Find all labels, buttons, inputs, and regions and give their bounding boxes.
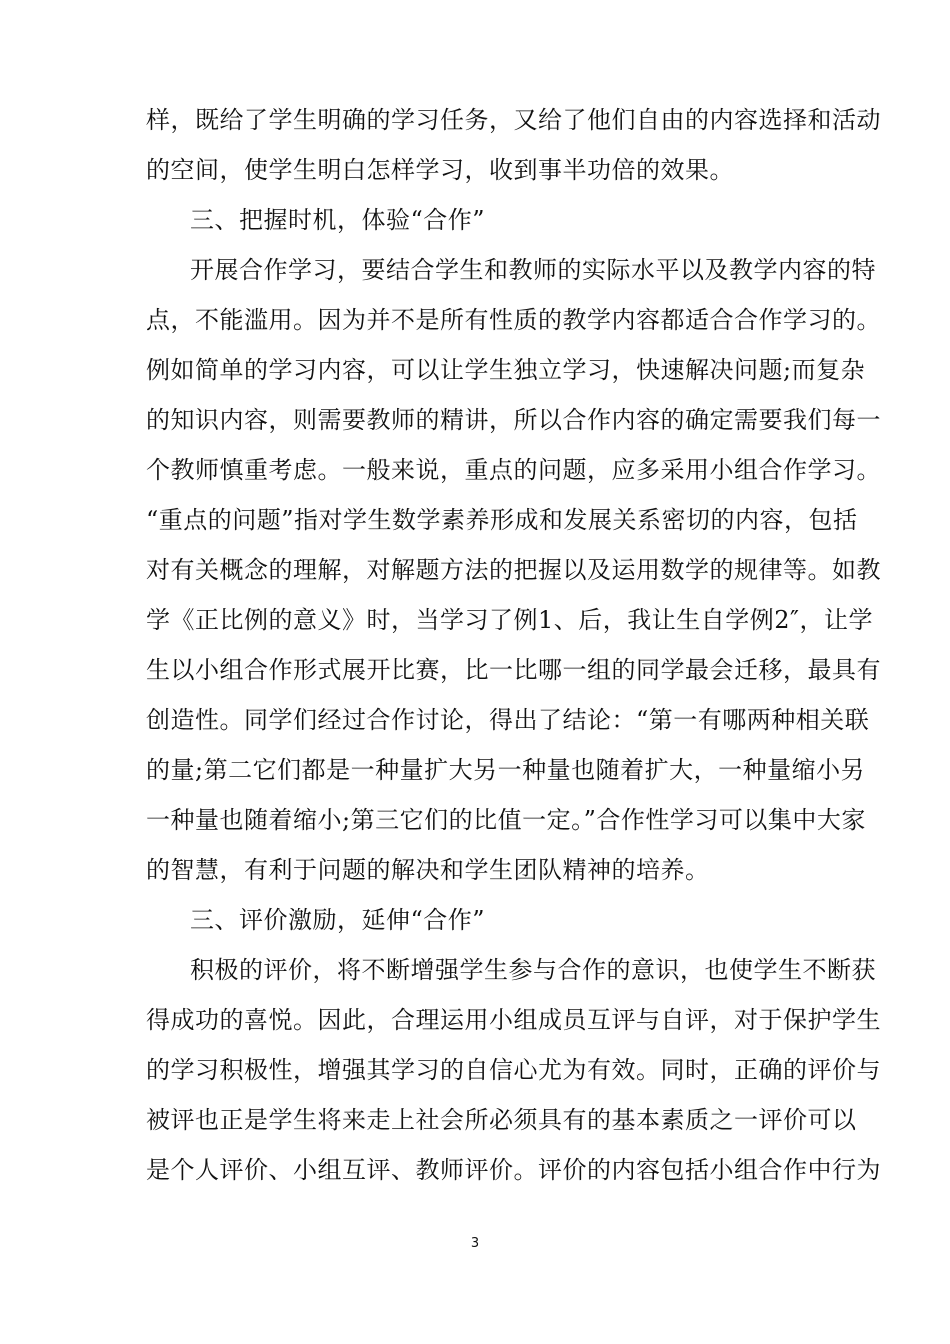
text-line-9: “重点的问题”指对学生数学素养形成和发展关系密切的内容，包括 [146,506,858,534]
text-line-13: 创造性。同学们经过合作讨论，得出了结论：“第一有哪两种相关联 [146,706,870,734]
text-line-12: 生以小组合作形式展开比赛，比一比哪一组的同学最会迁移，最具有 [146,656,881,684]
text-line-19: 得成功的喜悦。因此，合理运用小组成员互评与自评，对于保护学生 [146,1006,881,1034]
text-line-20: 的学习积极性，增强其学习的自信心尤为有效。同时，正确的评价与 [146,1056,881,1084]
text-line-10: 对有关概念的理解，对解题方法的把握以及运用数学的规律等。如教 [146,556,881,584]
text-line-16: 的智慧，有利于问题的解决和学生团队精神的培养。 [146,856,710,884]
text-line-2: 的空间，使学生明白怎样学习，收到事半功倍的效果。 [146,156,734,184]
text-line-5: 点，不能滥用。因为并不是所有性质的教学内容都适合合作学习的。 [146,306,881,334]
text-line-21: 被评也正是学生将来走上社会所必须具有的基本素质之一评价可以 [146,1106,857,1134]
text-line-11: 学《正比例的意义》时，当学习了例1、后，我让生自学例2″，让学 [146,606,874,634]
text-line-6: 例如简单的学习内容，可以让学生独立学习，快速解决问题;而复杂 [146,356,866,384]
text-line-14: 的量;第二它们都是一种量扩大另一种量也随着扩大，一种量缩小另 [146,756,866,784]
text-line-18: 积极的评价，将不断增强学生参与合作的意识，也使学生不断获 [190,956,876,984]
section-heading-17: 三、评价激励，延伸“合作” [190,906,486,934]
text-line-8: 个教师慎重考虑。一般来说，重点的问题，应多采用小组合作学习。 [146,456,881,484]
text-line-22: 是个人评价、小组互评、教师评价。评价的内容包括小组合作中行为 [146,1156,881,1184]
page-number: 3 [470,1236,480,1251]
text-line-7: 的知识内容，则需要教师的精讲，所以合作内容的确定需要我们每一 [146,406,881,434]
text-line-1: 样，既给了学生明确的学习任务，又给了他们自由的内容选择和活动 [146,106,881,134]
section-heading-3: 三、把握时机，体验“合作” [190,206,486,234]
text-line-15: 一种量也随着缩小;第三它们的比值一定。”合作性学习可以集中大家 [146,806,866,834]
text-line-4: 开展合作学习，要结合学生和教师的实际水平以及教学内容的特 [190,256,876,284]
